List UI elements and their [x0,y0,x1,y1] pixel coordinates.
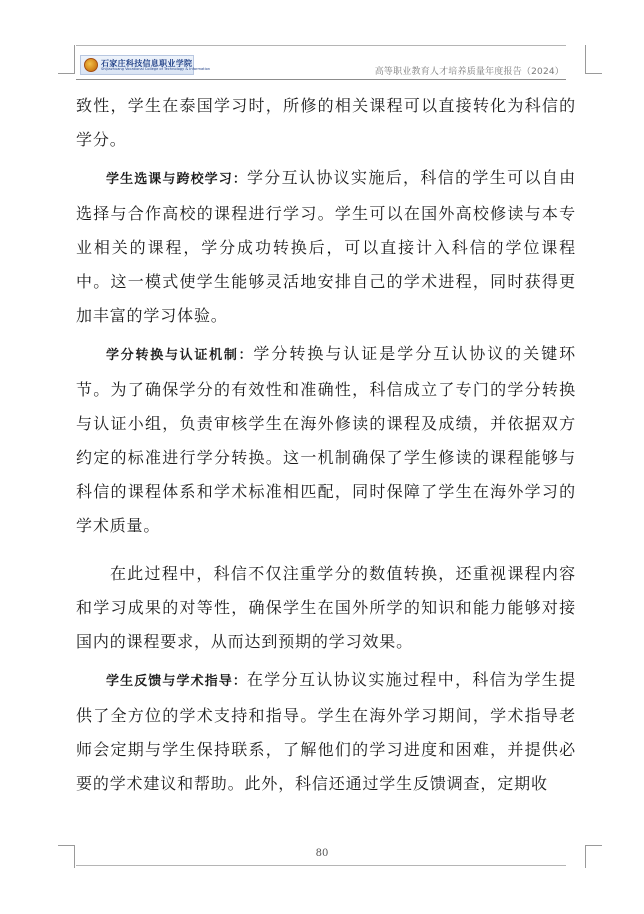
crop-mark-top-right [585,45,602,74]
paragraph-text: 学分转换与认证是学分互认协议的关键环节。为了确保学分的有效性和准确性，科信成立了专门的学分转换与认证小组，负责审核学生在海外修读的课程及成绩，并依据双方约定的标准进行学分转换。这一机制确保了学生修读的课程能够与科信的课程体系和学术标准相匹配，同时保障了学生在海外学习的学术质量。 [76,344,576,535]
paragraph-text: 在学分互认协议实施过程中，科信为学生提供了全方位的学术支持和指导。学生在海外学习期间，学术指导老师会定期与学生保持联系，了解他们的学习进度和困难，并提供必要的学术建议和帮助。此外，科信还通过学生反馈调查，定期收 [76,670,576,793]
header-top-rule [76,45,566,46]
college-emblem-icon [84,58,98,72]
paragraph-continued [76,89,576,157]
paragraph-heading: 学生反馈与学术指导： [106,674,247,689]
paragraph-heading: 学分转换与认证机制： [106,348,254,363]
paragraph-text: 致性，学生在泰国学习时，所修的相关课程可以直接转化为科信的学分。 [76,96,576,149]
paragraph-text: 学分互认协议实施后，科信的学生可以自由选择与合作高校的课程进行学习。学生可以在国外高校修读与本专业相关的课程，学分成功转换后，可以直接计入科信的学位课程中。这一模式使学生能够灵活地安排自己的学术进程，同时获得更加丰富的学习体验。 [76,168,576,325]
paragraph-feedback-guidance [76,663,576,801]
report-title: 高等职业教育人才培养质量年度报告（2024） [374,67,564,77]
footer-rule [76,865,566,866]
paragraph-text: 在此过程中，科信不仅注重学分的数值转换，还重视课程内容和学习成果的对等性，确保学生在国外所学的知识和能力能够对接国内的课程要求，从而达到预期的学习效果。 [76,564,576,651]
logo-name-en: Shijiazhuang Vocational College of Technology & Information [101,66,211,71]
body-text [76,89,576,801]
paragraph-credit-conversion [76,337,576,543]
paragraph-equivalence [76,557,576,659]
header-rule [76,79,566,80]
logo-text [101,59,210,72]
crop-mark-top-left [58,45,75,74]
page-number: 80 [315,848,329,859]
paragraph-course-selection [76,161,576,333]
paragraph-heading: 学生选课与跨校学习： [106,172,247,187]
college-logo [80,55,211,75]
logo-name-cn: 石家庄科技信息职业学院 [101,57,193,68]
